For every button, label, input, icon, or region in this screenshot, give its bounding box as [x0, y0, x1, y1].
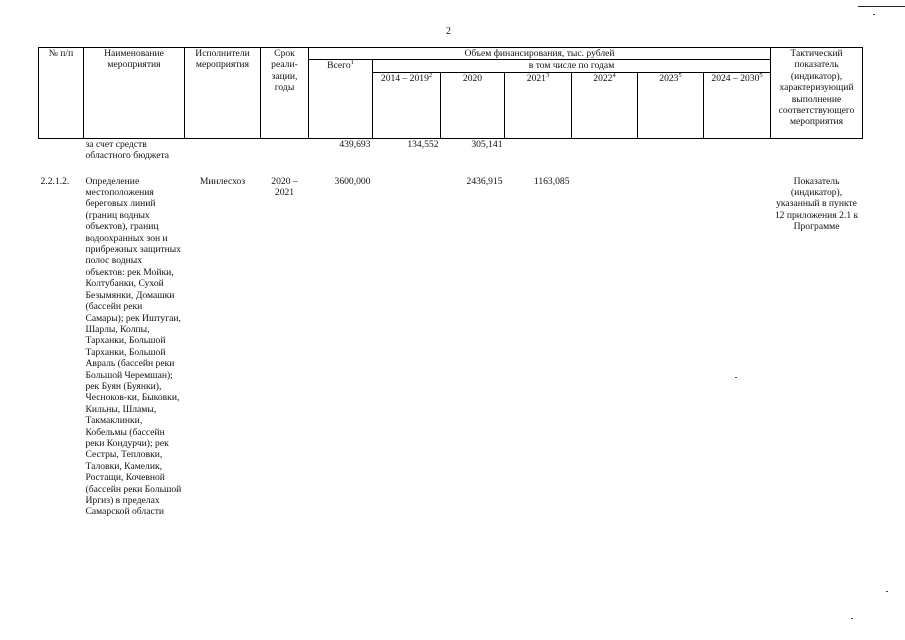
cell-2024-2030: [704, 176, 771, 518]
cell-indicator: [771, 138, 863, 161]
header-indicator: Тактический показатель (индикатор), характеризующий выполнение соответствующего мероприятия: [771, 48, 863, 139]
header-term: Срок реали-зации, годы: [261, 48, 309, 139]
cell-executor: Минлесхоз: [199, 175, 246, 187]
header-year: 2014 – 2019$^2$: [373, 72, 441, 138]
cell-name: Определение местоположения береговых линий (границ водных объектов), границ водоохранных зон и прибрежных защитных полос водных объектов: рек Мойки, Колтубанки, Сухой Безымянки, Домашки (бассейн реки Самары); рек Иштугаи, Шарлы, Колпы, Тарханки, Большой Тарханки, Большой Авраль (бассейн реки Большой Черемшан); рек Буян (Буянки), Чесноков-ки, Быковки, Кильны, Шламы, Такмаклинки, Кобельмы (бассейн реки Кондурчи); рек Сестры, Тепловки, Таловки, Камелик, Ростащи, Кочевной (бассейн реки Большой Иргиз) в пределах Самарской области: [85, 175, 182, 518]
cell-2024-2030: [704, 138, 771, 161]
cell-2020: 305,141: [471, 138, 503, 150]
cell-total: 3600,000: [334, 175, 371, 187]
cell-total: 439,693: [339, 138, 371, 150]
cell-2021: 1163,085: [533, 175, 570, 187]
cell-term: 2020 – 2021: [271, 175, 298, 199]
cell-2022: [572, 176, 638, 518]
cell-2014-2019: [373, 176, 441, 518]
cell-term: [261, 138, 309, 161]
funding-table: [38, 47, 863, 518]
scan-speck: [851, 618, 853, 619]
table-row: [39, 176, 863, 518]
cell-2021: [505, 138, 572, 161]
header-funding: Объем финансирования, тыс. рублей: [309, 48, 771, 60]
cell-2022: [572, 138, 638, 161]
page-edge-line: [858, 6, 905, 7]
header-name: Наименование мероприятия: [84, 48, 185, 139]
header-by-years: в том числе по годам: [373, 60, 771, 72]
cell-name: за счет средств областного бюджета: [85, 138, 170, 162]
cell-2023: [638, 176, 704, 518]
cell-num: [39, 138, 84, 161]
cell-num: 2.2.1.2.: [40, 175, 70, 187]
page-number: 2: [446, 26, 451, 37]
table-row: [39, 138, 863, 161]
cell-2023: [638, 138, 704, 161]
scan-speck: [873, 14, 875, 15]
header-num: № п/п: [39, 48, 84, 139]
cell-executor: [185, 138, 261, 161]
header-executor: Исполнители мероприятия: [185, 48, 261, 139]
cell-indicator: Показатель (индикатор), указанный в пункте 12 приложения 2.1 к Программе: [774, 175, 859, 233]
header-total: Всего$^1$: [309, 60, 373, 138]
header-year: 2022$^4$: [572, 72, 638, 138]
scan-speck: [886, 591, 888, 592]
cell-2020: 2436,915: [466, 175, 503, 187]
cell-2014-2019: 134,552: [407, 138, 439, 150]
header-year: 2020: [441, 72, 505, 138]
header-year: 2021$^3$: [505, 72, 572, 138]
header-year: 2023$^5$: [638, 72, 704, 138]
header-year: 2024 – 2030$^5$: [704, 72, 771, 138]
